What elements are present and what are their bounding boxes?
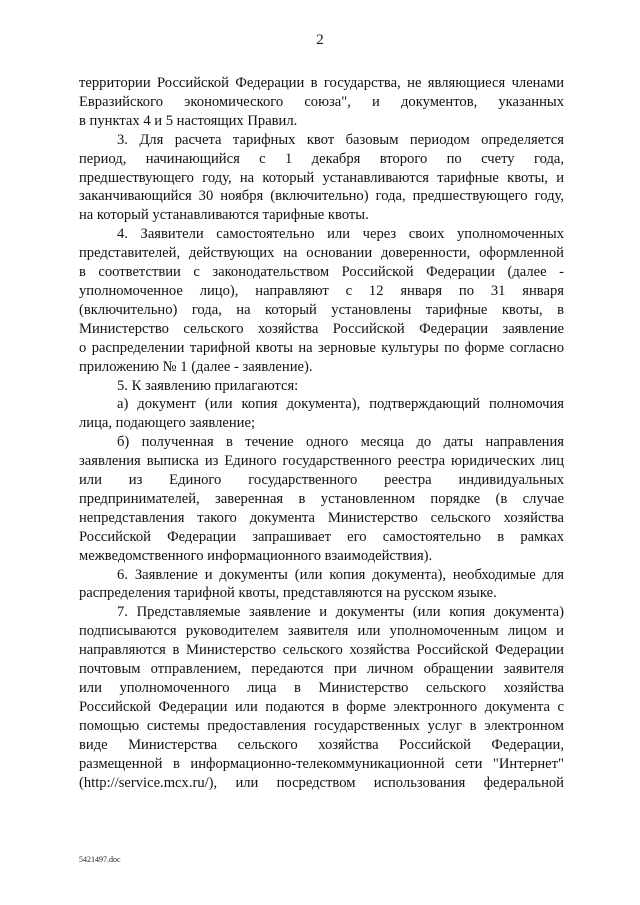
text-line: 5. К заявлению прилагаются: bbox=[117, 377, 299, 394]
text-line: или из Единого государственного реестра индивидуальных bbox=[79, 472, 564, 489]
text-line: б) полученная в течение одного месяца до даты направления bbox=[117, 434, 564, 451]
text-line: лица, подающего заявление; bbox=[79, 415, 256, 432]
text-line: помощью системы предоставления государственных услуг в электронном bbox=[79, 717, 564, 734]
text-line: Российской Федерации или подаются в форме электронного документа с bbox=[79, 698, 564, 715]
text-line: 4. Заявители самостоятельно или через своих уполномоченных bbox=[117, 226, 564, 243]
document-footer: 5421497.doc bbox=[79, 855, 121, 864]
text-line: (включительно) года, на который установлены тарифные квоты, в bbox=[79, 301, 564, 318]
text-line: а) документ (или копия документа), подтверждающий полномочия bbox=[117, 396, 564, 413]
text-line: представителей, действующих на основании доверенности, оформленной bbox=[79, 245, 564, 262]
text-line: Российской Федерации запрашивает его самостоятельно в рамках bbox=[79, 528, 564, 545]
text-line: межведомственного информационного взаимодействия). bbox=[79, 547, 433, 564]
text-line: Евразийского экономического союза", и документов, указанных bbox=[79, 93, 564, 110]
text-line: 3. Для расчета тарифных квот базовым периодом определяется bbox=[117, 131, 564, 148]
document-body bbox=[79, 74, 564, 792]
text-line: (http://service.mcx.ru/), или посредством использования федеральной bbox=[79, 774, 564, 791]
text-line: 7. Представляемые заявление и документы (или копия документа) bbox=[117, 604, 564, 621]
text-line: заканчивающийся 30 ноября (включительно) года, предшествующего году, bbox=[79, 188, 564, 205]
text-line: непредставления такого документа Министерство сельского хозяйства bbox=[79, 509, 564, 526]
text-line: предшествующего году, на который устанавливаются тарифные квоты, и bbox=[79, 169, 564, 186]
text-line: заявления выписка из Единого государственного реестра юридических лиц bbox=[79, 453, 564, 470]
text-line: уполномоченное лицо), направляют с 12 января по 31 января bbox=[79, 282, 564, 299]
text-line: размещенной в информационно-телекоммуникационной сети "Интернет" bbox=[79, 755, 564, 772]
text-line: в пунктах 4 и 5 настоящих Правил. bbox=[79, 112, 298, 129]
text-line: на который устанавливаются тарифные квоты. bbox=[79, 207, 369, 224]
text-line: или уполномоченного лица в Министерство сельского хозяйства bbox=[79, 680, 564, 696]
text-line: направляются в Министерство сельского хозяйства Российской Федерации bbox=[79, 642, 564, 659]
text-line: виде Министерства сельского хозяйства Российской Федерации, bbox=[79, 736, 564, 753]
text-line: о распределении тарифной квоты на зерновые культуры по форме согласно bbox=[79, 339, 564, 356]
page-number: 2 bbox=[316, 32, 324, 48]
text-line: распределения тарифной квоты, представляются на русском языке. bbox=[79, 585, 497, 602]
text-line: в соответствии с законодательством Российской Федерации (далее - bbox=[79, 264, 564, 281]
text-line: территории Российской Федерации в государства, не являющиеся членами bbox=[79, 75, 564, 91]
text-line: предпринимателей, заверенная в установленном порядке (в случае bbox=[79, 490, 564, 507]
text-line: подписываются руководителем заявителя или уполномоченным лицом и bbox=[79, 623, 564, 640]
text-line: Министерство сельского хозяйства Российской Федерации заявление bbox=[79, 320, 564, 337]
text-line: почтовым отправлением, передаются при личном обращении заявителя bbox=[79, 661, 564, 678]
text-line: приложению № 1 (далее - заявление). bbox=[79, 358, 313, 375]
text-line: 6. Заявление и документы (или копия документа), необходимые для bbox=[117, 566, 564, 583]
text-line: период, начинающийся с 1 декабря второго по счету года, bbox=[79, 150, 564, 167]
